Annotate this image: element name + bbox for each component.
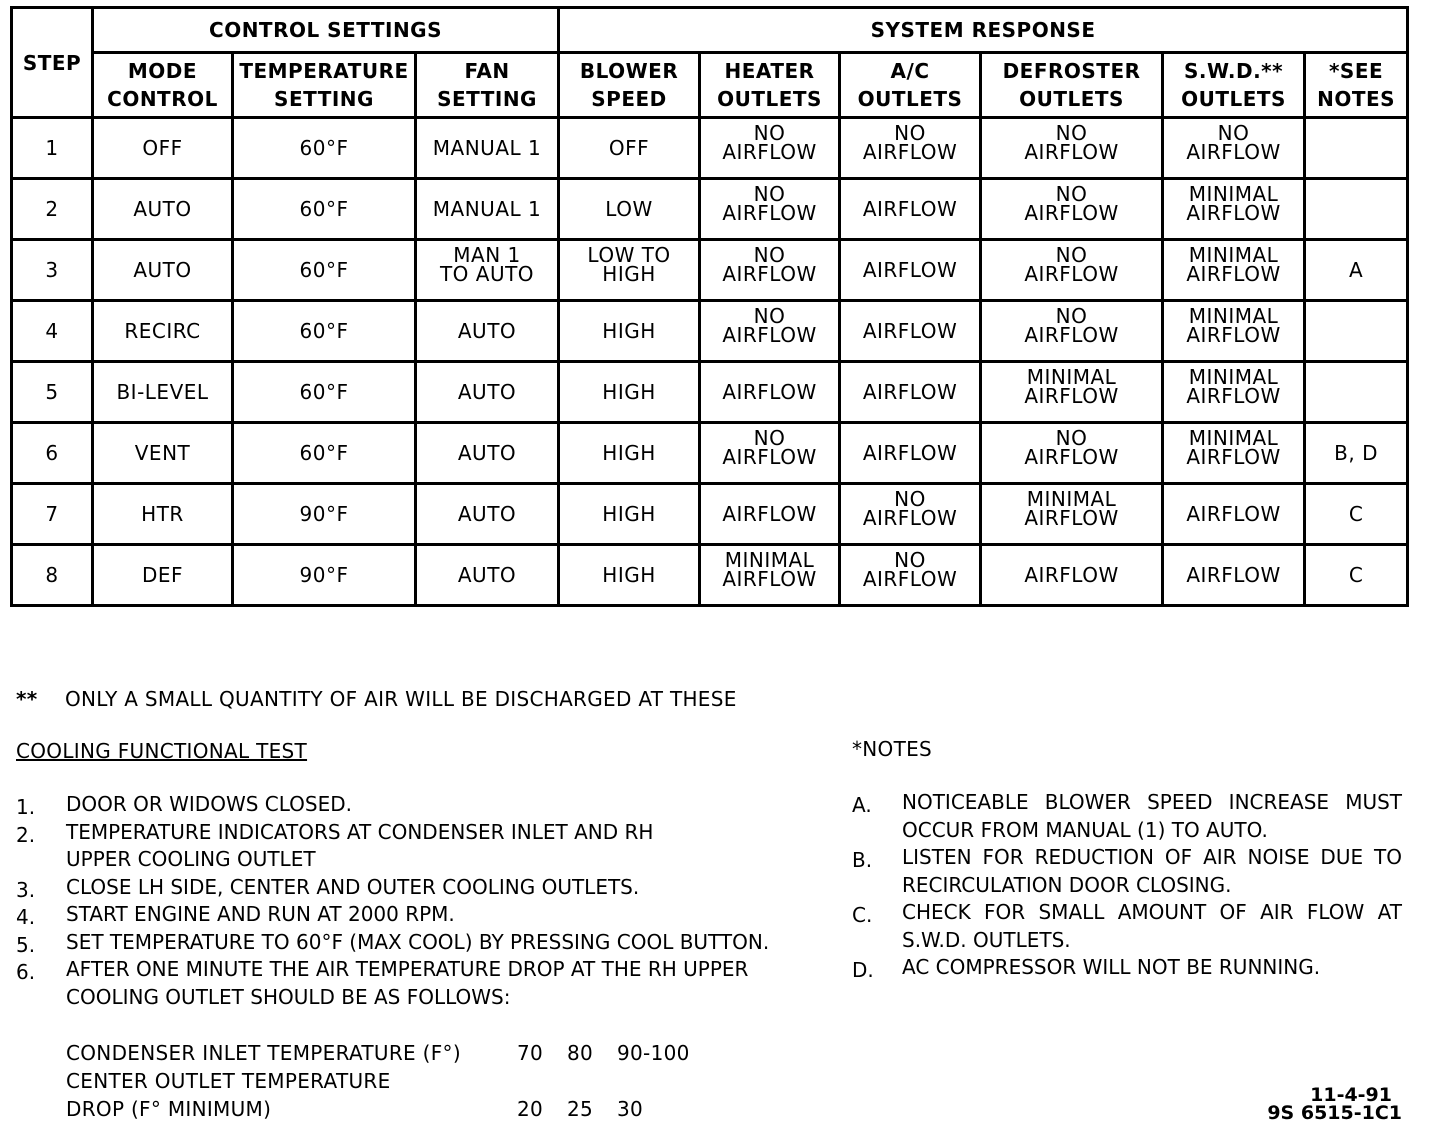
table-cell [1305, 179, 1408, 240]
table-cell: AUTO [416, 423, 559, 484]
note-text: OCCUR FROM MANUAL (1) TO AUTO. [902, 817, 1268, 842]
list-item [66, 956, 748, 1011]
column-header-line: OUTLETS [1181, 87, 1286, 111]
table-cell: AUTO [416, 484, 559, 545]
note-letter: B. [852, 848, 873, 872]
step-cell: 5 [12, 362, 93, 423]
cell-line: NO [894, 487, 926, 511]
list-item-text: UPPER COOLING OUTLET [66, 847, 316, 871]
step-cell: 7 [12, 484, 93, 545]
cell-line: AIRFLOW [722, 201, 817, 225]
table-cell: DEF [93, 545, 233, 606]
table-row [12, 362, 1408, 423]
column-header-line: A/C [890, 59, 930, 83]
column-header-line: SETTING [437, 87, 537, 111]
note-text: NOTICEABLE BLOWER SPEED INCREASE MUST [902, 790, 1402, 814]
table-cell [1163, 179, 1305, 240]
table-cell [700, 423, 840, 484]
cell-line: MINIMAL [1188, 304, 1279, 328]
column-header [840, 53, 981, 118]
note-text: S.W.D. OUTLETS. [902, 927, 1071, 952]
table-cell: MANUAL 1 [416, 179, 559, 240]
table-cell [1305, 301, 1408, 362]
column-header [1305, 53, 1408, 118]
cell-line: AIRFLOW [1024, 384, 1119, 408]
table-row [12, 423, 1408, 484]
table-cell: HIGH [559, 362, 700, 423]
column-header-line: HEATER [724, 59, 815, 83]
table-cell: LOW [559, 179, 700, 240]
cell-line: NO [753, 426, 786, 450]
list-item [66, 929, 769, 957]
table-cell: 90°F [233, 545, 416, 606]
column-header-line: SETTING [274, 87, 374, 111]
column-header-line: OUTLETS [717, 87, 822, 111]
table-cell: 60°F [233, 118, 416, 179]
cell-line: AIRFLOW [722, 323, 817, 347]
cell-line: NO [1055, 243, 1088, 267]
table-cell: 90°F [233, 484, 416, 545]
table-cell: AUTO [416, 362, 559, 423]
table-cell: 60°F [233, 179, 416, 240]
drop-value: 25 [567, 1097, 594, 1121]
column-header [233, 53, 416, 118]
table-row [12, 484, 1408, 545]
column-header-line: *SEE [1328, 59, 1384, 83]
table-cell [700, 545, 840, 606]
cell-line: MINIMAL [1188, 182, 1279, 206]
list-item-text: START ENGINE AND RUN AT 2000 RPM. [66, 902, 455, 926]
note-item [902, 844, 1402, 899]
cell-line: AIRFLOW [1186, 445, 1281, 469]
column-header-line: CONTROL [107, 87, 218, 111]
table-row [12, 240, 1408, 301]
system-response-header: SYSTEM RESPONSE [559, 8, 1408, 53]
drop-label: DROP (F° MINIMUM) [66, 1097, 272, 1121]
note-letter: A. [852, 793, 872, 817]
table-cell: AUTO [93, 179, 233, 240]
table-cell: RECIRC [93, 301, 233, 362]
column-header-line: MODE [127, 59, 198, 83]
table-cell: AIRFLOW [840, 240, 981, 301]
note-text: CHECK FOR SMALL AMOUNT OF AIR FLOW AT [902, 900, 1402, 924]
step-cell: 2 [12, 179, 93, 240]
column-header-line: BLOWER [579, 59, 679, 83]
cooling-test-title: COOLING FUNCTIONAL TEST [16, 739, 308, 763]
list-item [66, 819, 653, 874]
table-cell: C [1305, 484, 1408, 545]
center-outlet-label: CENTER OUTLET TEMPERATURE [66, 1069, 391, 1093]
table-cell: AIRFLOW [840, 362, 981, 423]
column-header [416, 53, 559, 118]
table-cell [1163, 362, 1305, 423]
cell-line: NO [894, 548, 926, 572]
step-cell: 4 [12, 301, 93, 362]
cell-line: NO [1055, 121, 1088, 145]
cell-line: NO [753, 182, 786, 206]
list-item-text: COOLING OUTLET SHOULD BE AS FOLLOWS: [66, 984, 511, 1009]
cell-line: AIRFLOW [722, 140, 817, 164]
table-cell [981, 362, 1163, 423]
cell-line: AIRFLOW [1186, 262, 1281, 286]
drop-value: 30 [617, 1097, 644, 1121]
doc-number: 9S 6515-1C1 [1267, 1102, 1402, 1124]
column-header-line: S.W.D.** [1183, 59, 1284, 83]
table-cell: 60°F [233, 301, 416, 362]
table-row [12, 545, 1408, 606]
table-row [12, 301, 1408, 362]
table-cell [1163, 240, 1305, 301]
cell-line: MINIMAL [1026, 365, 1117, 389]
table-cell [981, 423, 1163, 484]
table-cell: HTR [93, 484, 233, 545]
table-cell [700, 118, 840, 179]
table-cell: C [1305, 545, 1408, 606]
cell-line: AIRFLOW [722, 567, 817, 591]
footnote-marker: ** [16, 687, 38, 711]
table-cell [559, 240, 700, 301]
table-cell: AIRFLOW [1163, 484, 1305, 545]
table-cell [981, 240, 1163, 301]
cell-line: AIRFLOW [862, 506, 958, 530]
table-cell: MANUAL 1 [416, 118, 559, 179]
table-cell: AIRFLOW [840, 423, 981, 484]
cell-line: NO [894, 121, 926, 145]
table-cell [700, 179, 840, 240]
footnote [16, 687, 737, 711]
column-header-line: DEFROSTER [1002, 59, 1141, 83]
table-cell [1163, 118, 1305, 179]
list-item [66, 901, 455, 929]
step-cell: 8 [12, 545, 93, 606]
footnote-text: ONLY A SMALL QUANTITY OF AIR WILL BE DISCHARGED AT THESE [65, 687, 737, 711]
cell-line: AIRFLOW [1024, 140, 1119, 164]
table-cell: AUTO [416, 301, 559, 362]
cell-line: NO [1055, 304, 1088, 328]
column-header-line: OUTLETS [857, 87, 963, 111]
column-header-line: FAN [464, 59, 510, 83]
cell-line: AIRFLOW [1024, 506, 1119, 530]
list-item-text: AFTER ONE MINUTE THE AIR TEMPERATURE DROP AT THE RH UPPER [66, 957, 749, 981]
column-header [700, 53, 840, 118]
cell-line: AIRFLOW [1024, 262, 1119, 286]
cell-line: NO [1217, 121, 1250, 145]
list-number: 4. [16, 905, 36, 929]
table-cell: OFF [559, 118, 700, 179]
cell-line: AIRFLOW [722, 262, 817, 286]
list-number: 3. [16, 877, 36, 902]
table-cell [1163, 423, 1305, 484]
step-cell: 1 [12, 118, 93, 179]
cell-line: AIRFLOW [1186, 323, 1281, 347]
table-cell: AIRFLOW [700, 484, 840, 545]
hvac-test-table [10, 6, 1409, 607]
column-header [559, 53, 700, 118]
list-item-text: CLOSE LH SIDE, CENTER AND OUTER COOLING OUTLETS. [66, 874, 640, 899]
table-row [12, 118, 1408, 179]
doc-date: 11-4-91 [1310, 1084, 1392, 1106]
cell-line: NO [753, 243, 786, 267]
table-cell [1305, 118, 1408, 179]
list-item [66, 874, 639, 902]
table-cell: B, D [1305, 423, 1408, 484]
table-row [12, 179, 1408, 240]
step-cell: 6 [12, 423, 93, 484]
column-header-line: OUTLETS [1019, 87, 1124, 111]
note-item [902, 789, 1402, 844]
list-number: 1. [16, 795, 36, 819]
list-item-text: TEMPERATURE INDICATORS AT CONDENSER INLET AND RH [66, 819, 654, 844]
column-header-line: TEMPERATURE [239, 59, 409, 83]
table-cell: A [1305, 240, 1408, 301]
cell-line: MINIMAL [724, 548, 815, 572]
cell-line: NO [753, 304, 786, 328]
list-number: 5. [16, 932, 36, 957]
table-cell: HIGH [559, 484, 700, 545]
note-text: RECIRCULATION DOOR CLOSING. [902, 872, 1232, 897]
cell-line: LOW TO [587, 243, 671, 267]
note-item [902, 954, 1402, 982]
column-header [981, 53, 1163, 118]
table-cell [416, 240, 559, 301]
column-header-line: NOTES [1317, 87, 1396, 111]
cell-line: AIRFLOW [1186, 201, 1281, 225]
step-cell: 3 [12, 240, 93, 301]
cell-line: MAN 1 [453, 243, 521, 267]
cell-line: NO [753, 121, 786, 145]
table-cell: BI-LEVEL [93, 362, 233, 423]
cell-line: TO AUTO [439, 262, 535, 286]
note-item [902, 899, 1402, 954]
table-cell: AIRFLOW [700, 362, 840, 423]
table-cell: HIGH [559, 301, 700, 362]
table-cell: AUTO [93, 240, 233, 301]
table-cell: AIRFLOW [1163, 545, 1305, 606]
table-cell: HIGH [559, 545, 700, 606]
table-cell: AIRFLOW [981, 545, 1163, 606]
table-cell: OFF [93, 118, 233, 179]
note-text: LISTEN FOR REDUCTION OF AIR NOISE DUE TO [902, 845, 1402, 869]
table-cell [981, 179, 1163, 240]
cell-line: MINIMAL [1188, 365, 1279, 389]
list-number: 2. [16, 822, 36, 847]
column-header-line: SPEED [591, 87, 667, 111]
cell-line: AIRFLOW [1024, 445, 1119, 469]
list-item-text: DOOR OR WIDOWS CLOSED. [66, 792, 353, 816]
control-settings-header: CONTROL SETTINGS [93, 8, 559, 53]
cell-line: AIRFLOW [862, 567, 958, 591]
cell-line: AIRFLOW [1186, 140, 1281, 164]
cell-line: MINIMAL [1188, 243, 1279, 267]
table-cell: 60°F [233, 240, 416, 301]
condenser-temp-value: 70 [517, 1041, 544, 1065]
cell-line: MINIMAL [1188, 426, 1279, 450]
list-item-text: SET TEMPERATURE TO 60°F (MAX COOL) BY PRESSING COOL BUTTON. [66, 929, 770, 954]
cell-line: NO [1055, 182, 1088, 206]
condenser-temp-value: 90-100 [617, 1041, 690, 1065]
cell-line: AIRFLOW [862, 140, 958, 164]
note-letter: D. [852, 958, 874, 982]
cell-line: AIRFLOW [722, 445, 817, 469]
condenser-temp-value: 80 [567, 1041, 594, 1065]
table-cell: 60°F [233, 423, 416, 484]
column-header [1163, 53, 1305, 118]
note-letter: C. [852, 903, 873, 927]
list-number: 6. [16, 960, 36, 984]
table-cell [840, 118, 981, 179]
table-cell [840, 545, 981, 606]
table-cell [700, 301, 840, 362]
table-cell [981, 484, 1163, 545]
table-cell: AUTO [416, 545, 559, 606]
table-cell: AIRFLOW [840, 179, 981, 240]
cell-line: HIGH [602, 262, 656, 286]
cell-line: AIRFLOW [1186, 384, 1281, 408]
cell-line: MINIMAL [1026, 487, 1117, 511]
cell-line: AIRFLOW [1024, 323, 1119, 347]
note-text: AC COMPRESSOR WILL NOT BE RUNNING. [902, 955, 1321, 979]
table-cell [981, 301, 1163, 362]
column-header [93, 53, 233, 118]
cell-line: AIRFLOW [1024, 201, 1119, 225]
table-cell [840, 484, 981, 545]
table-cell: 60°F [233, 362, 416, 423]
notes-title: *NOTES [852, 737, 933, 761]
condenser-temp-label: CONDENSER INLET TEMPERATURE (F°) [66, 1041, 461, 1065]
list-item [66, 791, 352, 819]
table-cell: HIGH [559, 423, 700, 484]
table-cell [981, 118, 1163, 179]
cell-line: NO [1055, 426, 1088, 450]
table-cell: VENT [93, 423, 233, 484]
step-header: STEP [12, 8, 93, 118]
table-cell [1305, 362, 1408, 423]
table-cell: AIRFLOW [840, 301, 981, 362]
table-cell [1163, 301, 1305, 362]
drop-value: 20 [517, 1097, 544, 1121]
table-cell [700, 240, 840, 301]
